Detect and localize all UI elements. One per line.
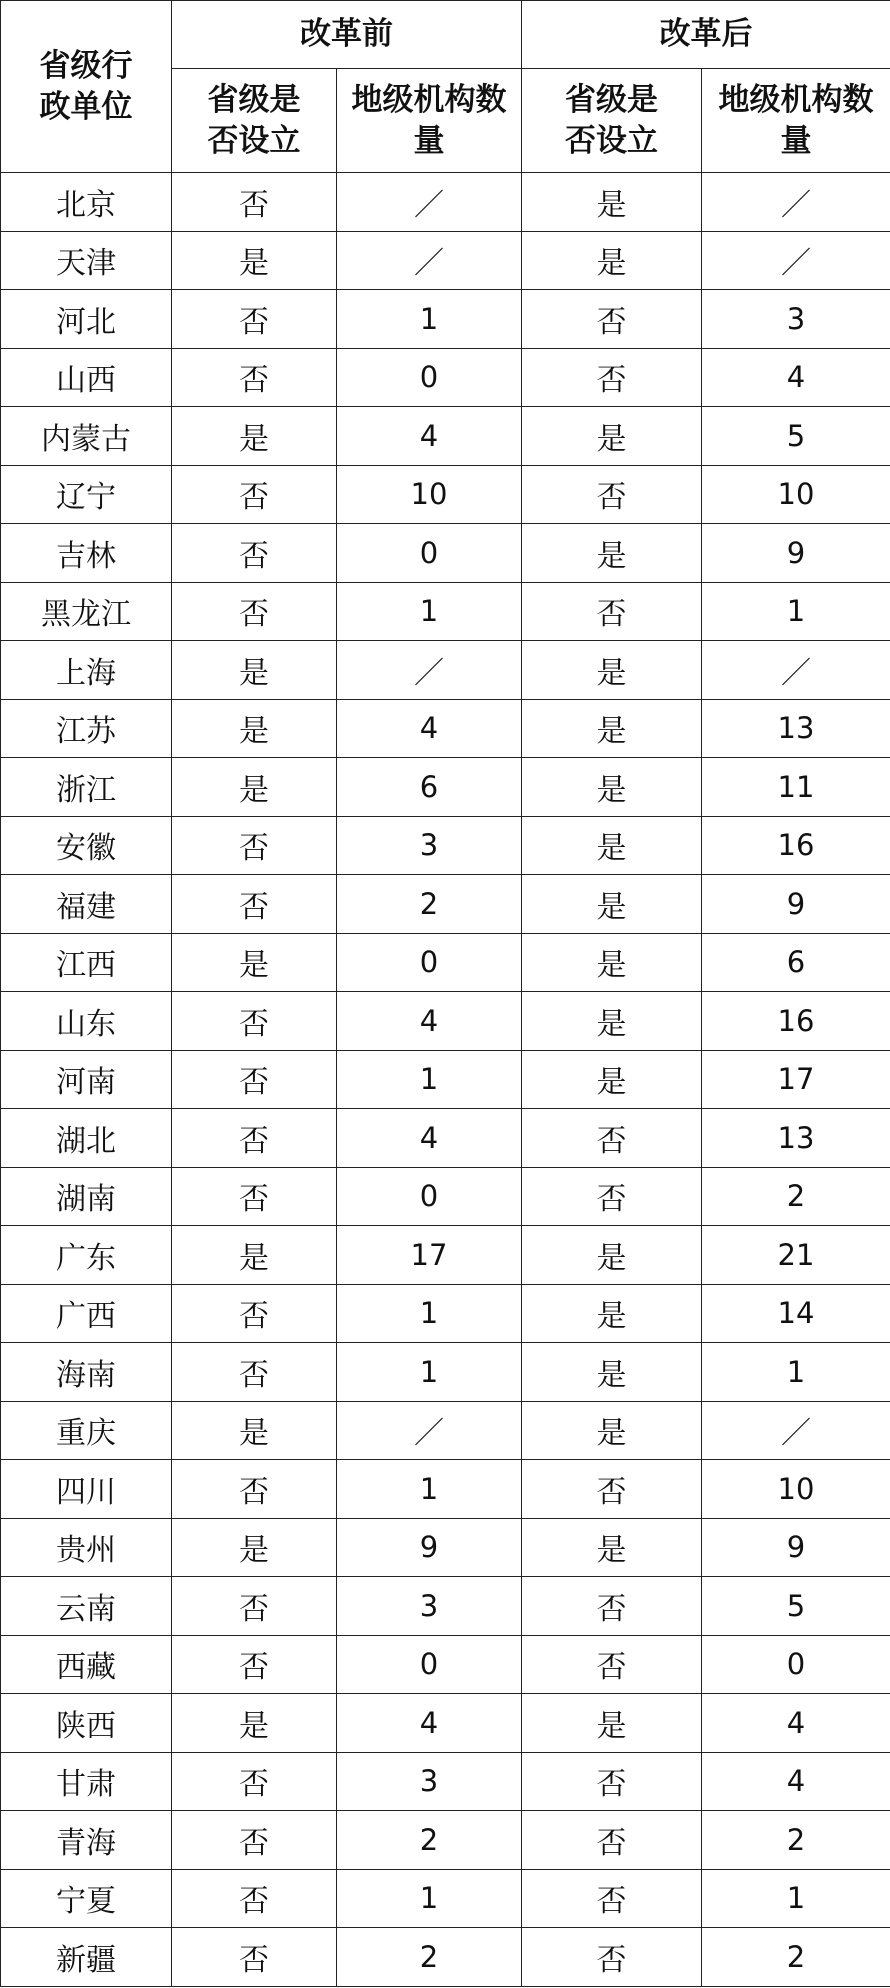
cell-after-count: 1 bbox=[702, 582, 890, 641]
cell-before-count: 4 bbox=[337, 1109, 522, 1168]
cell-before-set: 是 bbox=[172, 699, 337, 758]
table-body bbox=[1, 173, 890, 1987]
cell-after-set: 否 bbox=[522, 1928, 702, 1987]
table-row bbox=[1, 173, 890, 232]
cell-before-count: 1 bbox=[337, 1050, 522, 1109]
cell-before-count: 4 bbox=[337, 992, 522, 1051]
cell-before-count: 1 bbox=[337, 1869, 522, 1928]
cell-after-set: 是 bbox=[522, 173, 702, 232]
cell-after-set: 是 bbox=[522, 1401, 702, 1460]
cell-after-count: 13 bbox=[702, 699, 890, 758]
cell-before-count: 1 bbox=[337, 1460, 522, 1519]
cell-after-set: 否 bbox=[522, 1635, 702, 1694]
cell-before-count: 17 bbox=[337, 1226, 522, 1285]
cell-province: 陕西 bbox=[1, 1694, 172, 1753]
cell-before-set: 否 bbox=[172, 1109, 337, 1168]
cell-after-set: 否 bbox=[522, 1167, 702, 1226]
table-row bbox=[1, 1226, 890, 1285]
cell-province: 江苏 bbox=[1, 699, 172, 758]
cell-before-count: 4 bbox=[337, 407, 522, 466]
table-row bbox=[1, 1401, 890, 1460]
cell-after-count: ／ bbox=[702, 641, 890, 700]
cell-after-count: 9 bbox=[702, 875, 890, 934]
cell-after-set: 是 bbox=[522, 524, 702, 583]
cell-before-count: 0 bbox=[337, 348, 522, 407]
cell-before-count: 4 bbox=[337, 1694, 522, 1753]
cell-before-count: 1 bbox=[337, 290, 522, 349]
cell-after-count: ／ bbox=[702, 1401, 890, 1460]
cell-after-count: 6 bbox=[702, 933, 890, 992]
cell-after-count: 5 bbox=[702, 1577, 890, 1636]
cell-after-set: 是 bbox=[522, 641, 702, 700]
table-row bbox=[1, 992, 890, 1051]
header-after-set-text: 省级是否设立 bbox=[565, 82, 658, 159]
cell-after-count: 10 bbox=[702, 465, 890, 524]
cell-after-set: 是 bbox=[522, 992, 702, 1051]
cell-after-set: 否 bbox=[522, 1460, 702, 1519]
cell-before-set: 否 bbox=[172, 1284, 337, 1343]
cell-province: 新疆 bbox=[1, 1928, 172, 1987]
cell-after-count: 14 bbox=[702, 1284, 890, 1343]
cell-before-set: 否 bbox=[172, 816, 337, 875]
table-row bbox=[1, 290, 890, 349]
cell-province: 湖南 bbox=[1, 1167, 172, 1226]
cell-after-count: 21 bbox=[702, 1226, 890, 1285]
table-row bbox=[1, 1284, 890, 1343]
cell-before-set: 否 bbox=[172, 1577, 337, 1636]
cell-after-set: 是 bbox=[522, 231, 702, 290]
cell-before-set: 否 bbox=[172, 582, 337, 641]
header-province-text: 省级行政单位 bbox=[39, 48, 133, 125]
cell-before-set: 是 bbox=[172, 407, 337, 466]
header-after-count bbox=[702, 69, 890, 173]
cell-before-count: 3 bbox=[337, 1752, 522, 1811]
cell-after-set: 是 bbox=[522, 1694, 702, 1753]
cell-before-count: 0 bbox=[337, 524, 522, 583]
cell-before-set: 是 bbox=[172, 641, 337, 700]
cell-before-set: 否 bbox=[172, 348, 337, 407]
cell-before-set: 否 bbox=[172, 465, 337, 524]
table-row bbox=[1, 1811, 890, 1870]
cell-after-count: 5 bbox=[702, 407, 890, 466]
cell-after-count: 4 bbox=[702, 1694, 890, 1753]
table-row bbox=[1, 524, 890, 583]
cell-before-set: 否 bbox=[172, 1752, 337, 1811]
cell-after-set: 是 bbox=[522, 758, 702, 817]
cell-after-set: 是 bbox=[522, 1050, 702, 1109]
cell-after-count: 10 bbox=[702, 1460, 890, 1519]
cell-after-set: 否 bbox=[522, 1869, 702, 1928]
cell-before-set: 是 bbox=[172, 1226, 337, 1285]
header-before: 改革前 bbox=[172, 1, 522, 69]
cell-before-count: 9 bbox=[337, 1518, 522, 1577]
cell-after-set: 是 bbox=[522, 875, 702, 934]
table-row bbox=[1, 407, 890, 466]
table-row bbox=[1, 699, 890, 758]
cell-before-count: 0 bbox=[337, 933, 522, 992]
cell-before-set: 是 bbox=[172, 1518, 337, 1577]
cell-after-count: 2 bbox=[702, 1167, 890, 1226]
table-row bbox=[1, 1928, 890, 1987]
cell-after-set: 否 bbox=[522, 1109, 702, 1168]
cell-after-count: 9 bbox=[702, 1518, 890, 1577]
cell-before-set: 否 bbox=[172, 1343, 337, 1402]
cell-after-count: ／ bbox=[702, 173, 890, 232]
cell-after-set: 是 bbox=[522, 1518, 702, 1577]
cell-after-count: 17 bbox=[702, 1050, 890, 1109]
cell-province: 海南 bbox=[1, 1343, 172, 1402]
cell-before-count: 6 bbox=[337, 758, 522, 817]
cell-before-set: 否 bbox=[172, 1811, 337, 1870]
cell-after-count: 16 bbox=[702, 816, 890, 875]
cell-after-set: 是 bbox=[522, 933, 702, 992]
cell-before-set: 否 bbox=[172, 1167, 337, 1226]
cell-before-set: 是 bbox=[172, 1694, 337, 1753]
cell-province: 上海 bbox=[1, 641, 172, 700]
cell-before-set: 否 bbox=[172, 875, 337, 934]
cell-province: 浙江 bbox=[1, 758, 172, 817]
cell-before-set: 否 bbox=[172, 1635, 337, 1694]
cell-after-count: 0 bbox=[702, 1635, 890, 1694]
cell-province: 湖北 bbox=[1, 1109, 172, 1168]
cell-province: 吉林 bbox=[1, 524, 172, 583]
cell-after-set: 是 bbox=[522, 816, 702, 875]
table-row bbox=[1, 1635, 890, 1694]
cell-before-set: 是 bbox=[172, 1401, 337, 1460]
cell-after-set: 否 bbox=[522, 1752, 702, 1811]
cell-after-count: 9 bbox=[702, 524, 890, 583]
table-row bbox=[1, 1694, 890, 1753]
cell-province: 内蒙古 bbox=[1, 407, 172, 466]
cell-before-set: 否 bbox=[172, 173, 337, 232]
header-before-set-text: 省级是否设立 bbox=[207, 82, 301, 159]
cell-after-count: 1 bbox=[702, 1869, 890, 1928]
cell-after-set: 否 bbox=[522, 582, 702, 641]
table-row bbox=[1, 875, 890, 934]
cell-before-count: 2 bbox=[337, 1928, 522, 1987]
table-row bbox=[1, 1167, 890, 1226]
cell-after-count: 11 bbox=[702, 758, 890, 817]
cell-province: 广东 bbox=[1, 1226, 172, 1285]
cell-province: 山东 bbox=[1, 992, 172, 1051]
cell-province: 广西 bbox=[1, 1284, 172, 1343]
cell-after-set: 否 bbox=[522, 290, 702, 349]
header-after-set bbox=[522, 69, 702, 173]
cell-before-count: 1 bbox=[337, 582, 522, 641]
cell-before-set: 否 bbox=[172, 1050, 337, 1109]
table-row bbox=[1, 231, 890, 290]
cell-after-count: 4 bbox=[702, 348, 890, 407]
header-after-count-text: 地级机构数量 bbox=[718, 82, 874, 159]
cell-after-set: 是 bbox=[522, 407, 702, 466]
cell-province: 甘肃 bbox=[1, 1752, 172, 1811]
cell-before-set: 否 bbox=[172, 992, 337, 1051]
cell-before-count: ／ bbox=[337, 173, 522, 232]
header-before-count bbox=[337, 69, 522, 173]
cell-province: 江西 bbox=[1, 933, 172, 992]
table-row bbox=[1, 1577, 890, 1636]
cell-before-count: 1 bbox=[337, 1284, 522, 1343]
table-row bbox=[1, 1460, 890, 1519]
cell-province: 西藏 bbox=[1, 1635, 172, 1694]
table-row bbox=[1, 582, 890, 641]
cell-province: 河南 bbox=[1, 1050, 172, 1109]
table-row bbox=[1, 1109, 890, 1168]
cell-province: 黑龙江 bbox=[1, 582, 172, 641]
table-row bbox=[1, 641, 890, 700]
cell-after-count: 13 bbox=[702, 1109, 890, 1168]
cell-after-set: 是 bbox=[522, 1284, 702, 1343]
table-row bbox=[1, 465, 890, 524]
table-row bbox=[1, 1752, 890, 1811]
cell-province: 重庆 bbox=[1, 1401, 172, 1460]
cell-before-count: 2 bbox=[337, 875, 522, 934]
cell-before-set: 是 bbox=[172, 758, 337, 817]
table-row bbox=[1, 933, 890, 992]
cell-province: 辽宁 bbox=[1, 465, 172, 524]
header-row-top bbox=[1, 1, 890, 69]
cell-province: 安徽 bbox=[1, 816, 172, 875]
cell-before-set: 是 bbox=[172, 231, 337, 290]
cell-after-count: ／ bbox=[702, 231, 890, 290]
cell-province: 云南 bbox=[1, 1577, 172, 1636]
cell-before-count: 10 bbox=[337, 465, 522, 524]
cell-before-set: 是 bbox=[172, 933, 337, 992]
cell-after-count: 1 bbox=[702, 1343, 890, 1402]
table-row bbox=[1, 1343, 890, 1402]
cell-before-set: 否 bbox=[172, 1928, 337, 1987]
cell-province: 河北 bbox=[1, 290, 172, 349]
table-row bbox=[1, 348, 890, 407]
table-row bbox=[1, 758, 890, 817]
cell-province: 天津 bbox=[1, 231, 172, 290]
cell-after-count: 2 bbox=[702, 1928, 890, 1987]
cell-after-set: 否 bbox=[522, 465, 702, 524]
cell-before-set: 否 bbox=[172, 290, 337, 349]
cell-after-count: 3 bbox=[702, 290, 890, 349]
cell-province: 贵州 bbox=[1, 1518, 172, 1577]
table-row bbox=[1, 1869, 890, 1928]
cell-before-count: 0 bbox=[337, 1167, 522, 1226]
cell-province: 青海 bbox=[1, 1811, 172, 1870]
cell-after-set: 是 bbox=[522, 1226, 702, 1285]
table-row bbox=[1, 1518, 890, 1577]
cell-before-set: 否 bbox=[172, 1460, 337, 1519]
cell-before-count: 3 bbox=[337, 816, 522, 875]
cell-before-set: 否 bbox=[172, 524, 337, 583]
header-after: 改革后 bbox=[522, 1, 890, 69]
cell-before-count: 4 bbox=[337, 699, 522, 758]
cell-before-count: ／ bbox=[337, 231, 522, 290]
table-header bbox=[1, 1, 890, 173]
cell-after-set: 是 bbox=[522, 1343, 702, 1402]
cell-before-count: 3 bbox=[337, 1577, 522, 1636]
cell-before-count: 1 bbox=[337, 1343, 522, 1402]
cell-province: 宁夏 bbox=[1, 1869, 172, 1928]
table-row bbox=[1, 1050, 890, 1109]
header-before-set bbox=[172, 69, 337, 173]
cell-after-count: 4 bbox=[702, 1752, 890, 1811]
cell-after-set: 否 bbox=[522, 1811, 702, 1870]
cell-province: 北京 bbox=[1, 173, 172, 232]
cell-province: 福建 bbox=[1, 875, 172, 934]
cell-before-count: 0 bbox=[337, 1635, 522, 1694]
cell-after-set: 是 bbox=[522, 699, 702, 758]
cell-before-count: ／ bbox=[337, 1401, 522, 1460]
table-row bbox=[1, 816, 890, 875]
cell-after-set: 否 bbox=[522, 348, 702, 407]
cell-before-set: 否 bbox=[172, 1869, 337, 1928]
header-province bbox=[1, 1, 172, 173]
cell-after-set: 否 bbox=[522, 1577, 702, 1636]
cell-province: 四川 bbox=[1, 1460, 172, 1519]
cell-after-count: 16 bbox=[702, 992, 890, 1051]
header-before-count-text: 地级机构数量 bbox=[351, 82, 507, 159]
cell-before-count: 2 bbox=[337, 1811, 522, 1870]
cell-before-count: ／ bbox=[337, 641, 522, 700]
cell-province: 山西 bbox=[1, 348, 172, 407]
cell-after-count: 2 bbox=[702, 1811, 890, 1870]
